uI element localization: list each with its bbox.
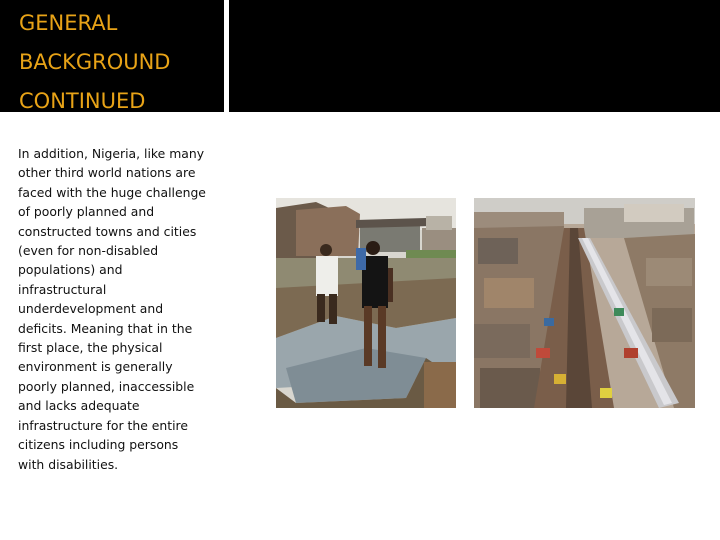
market-railway-photo (474, 198, 695, 408)
slum-street-photo (276, 198, 456, 408)
slum-street-illustration (276, 198, 456, 408)
header-bar (229, 0, 720, 112)
title-block (0, 0, 224, 112)
body-paragraph: In addition, Nigeria, like many other third world nations are faced with the huge challenge of poorly planned and constructed towns and cities (even for non-disabled populations) and infrastructural underdevelopment and deficits. Meaning that in the first place, the physical environment is generally poorly planned, inaccessible and lacks adequate infrastructure for the entire citizens including persons with disabilities. (18, 146, 206, 472)
market-railway-illustration (474, 198, 695, 408)
slide-title: GENERAL BACKGROUND CONTINUED (19, 11, 171, 113)
